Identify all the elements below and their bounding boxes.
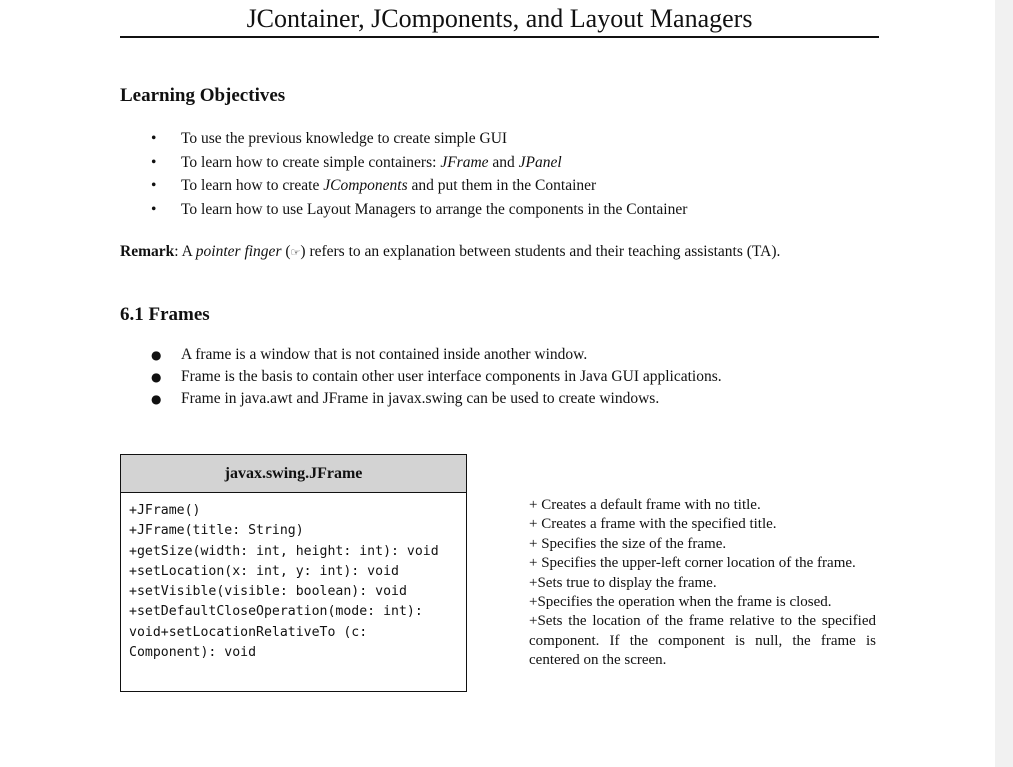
uml-member: +setVisible(visible: boolean): void (129, 584, 407, 600)
description-item: + Creates a default frame with no title. (529, 497, 761, 513)
description-item: +Specifies the operation when the frame is closed. (529, 594, 832, 611)
description-item: +Sets the location of the frame relative to the specified component. If the component is null, the frame is centered on the screen. (529, 613, 876, 669)
remark-label: Remark (120, 243, 175, 260)
bullet-icon: • (151, 130, 157, 147)
scrollbar-track[interactable] (995, 0, 1013, 767)
list-item: ● Frame is the basis to contain other user interface components in Java GUI applications. (0, 366, 722, 388)
page-title: JContainer, JComponents, and Layout Managers (120, 2, 879, 38)
bullet-icon: ● (151, 392, 162, 406)
uml-member: +JFrame() (129, 503, 201, 518)
bullet-icon: • (151, 153, 157, 171)
uml-member: void+setLocationRelativeTo (c: (129, 624, 368, 640)
learning-objectives-heading: Learning Objectives (120, 85, 286, 106)
list-item: • To learn how to create simple containers: JFrame and JPanel (0, 151, 687, 175)
uml-member: +setDefaultCloseOperation(mode: int): (129, 604, 423, 620)
description-item: + Specifies the size of the frame. (529, 535, 727, 552)
frames-heading: 6.1 Frames (120, 304, 210, 325)
uml-class-diagram (120, 454, 467, 692)
uml-member: +setLocation(x: int, y: int): void (129, 563, 399, 579)
list-item: • To learn how to use Layout Managers to arrange the components in the Container (0, 198, 687, 222)
list-item: ● A frame is a window that is not contained inside another window. (0, 344, 722, 366)
bullet-icon: ● (151, 370, 162, 384)
uml-members-list (121, 493, 466, 663)
frames-list (0, 344, 722, 410)
pointer-finger-icon: ☞ (290, 246, 301, 259)
list-item: • To learn how to create JComponents and put them in the Container (0, 174, 687, 198)
uml-class-name: javax.swing.JFrame (121, 455, 466, 493)
method-descriptions (529, 496, 876, 671)
remark-paragraph: Remark: A pointer finger (☞) refers to an explanation between students and their teaching assistants (TA). (120, 243, 781, 260)
description-item: + Specifies the upper-left corner location of the frame. (529, 555, 856, 572)
uml-member: Component): void (129, 645, 257, 661)
uml-member: +getSize(width: int, height: int): void (129, 543, 439, 559)
uml-member: +JFrame(title: String) (129, 523, 304, 539)
bullet-icon: ● (151, 348, 162, 362)
description-item: + Creates a frame with the specified title. (529, 516, 777, 533)
description-item: +Sets true to display the frame. (529, 574, 717, 591)
bullet-icon: • (151, 177, 157, 194)
objectives-list (0, 127, 687, 221)
list-item: • To use the previous knowledge to create simple GUI (0, 127, 687, 151)
list-item: ● Frame in java.awt and JFrame in javax.swing can be used to create windows. (0, 388, 722, 410)
bullet-icon: • (151, 200, 157, 218)
